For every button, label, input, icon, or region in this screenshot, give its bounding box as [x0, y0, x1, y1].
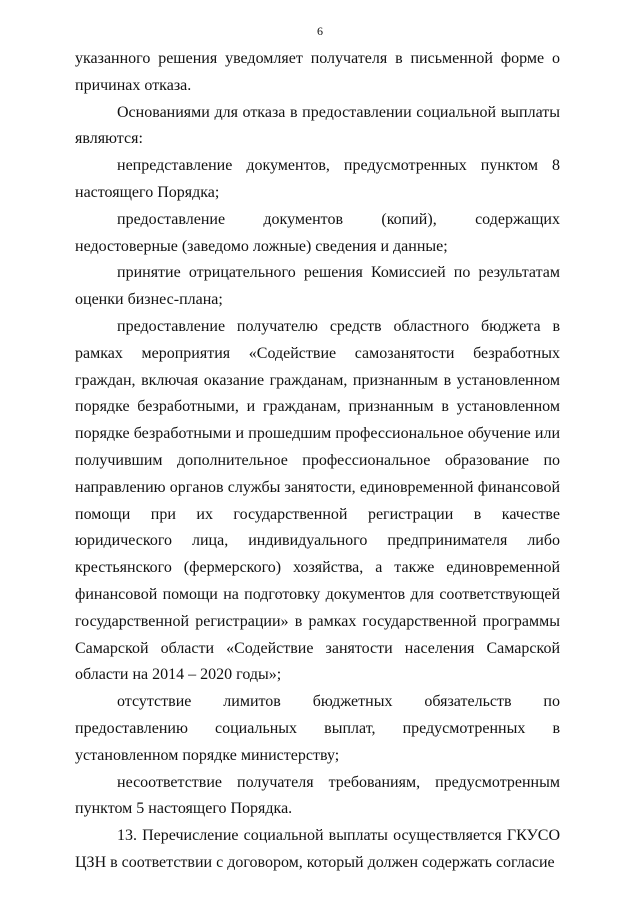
paragraph-ground-prior-funding: предоставление получателю средств областного бюджета в рамках мероприятия «Содействие самозанятости безработных граждан, включая оказание гражданам, признанным в установленном порядке безработными, и гражданам, признанным в установленном порядке безработными и прошедшим профессиональное обучение или получившим дополнительное профессиональное образование по направлению органов службы занятости, единовременной финансовой помощи при их государственной регистрации в качестве юридического лица, индивидуального предпринимателя либо крестьянского (фермерского) хозяйства, а также единовременной финансовой помощи на подготовку документов для соответствующей государственной регистрации» в рамках государственной программы Самарской области «Содействие занятости населения Самарской области на 2014 – 2020 годы»; [75, 317, 560, 684]
paragraph-ground-no-documents: непредставление документов, предусмотренных пунктом 8 настоящего Порядка; [75, 157, 560, 201]
document-body [75, 46, 560, 877]
paragraph-ground-negative-decision: принятие отрицательного решения Комиссией по результатам оценки бизнес-плана; [75, 264, 560, 309]
paragraph-refusal-notice: указанного решения уведомляет получателя в письменной форме о причинах отказа. [75, 50, 560, 94]
paragraph-section-13: 13. Перечисление социальной выплаты осуществляется ГКУСО ЦЗН в соответствии с договором, который должен содержать согласие [75, 827, 560, 871]
page-number: 6 [317, 24, 323, 38]
paragraph-ground-no-limits: отсутствие лимитов бюджетных обязательств по предоставлению социальных выплат, предусмотренных в установленном порядке министерству; [75, 693, 560, 764]
paragraph-refusal-grounds-intro: Основаниями для отказа в предоставлении социальной выплаты являются: [75, 103, 560, 148]
paragraph-ground-false-documents: предоставление документов (копий), содержащих недостоверные (заведомо ложные) сведения и данные; [75, 210, 560, 255]
paragraph-ground-noncompliance: несоответствие получателя требованиям, предусмотренным пунктом 5 настоящего Порядка. [75, 773, 560, 818]
